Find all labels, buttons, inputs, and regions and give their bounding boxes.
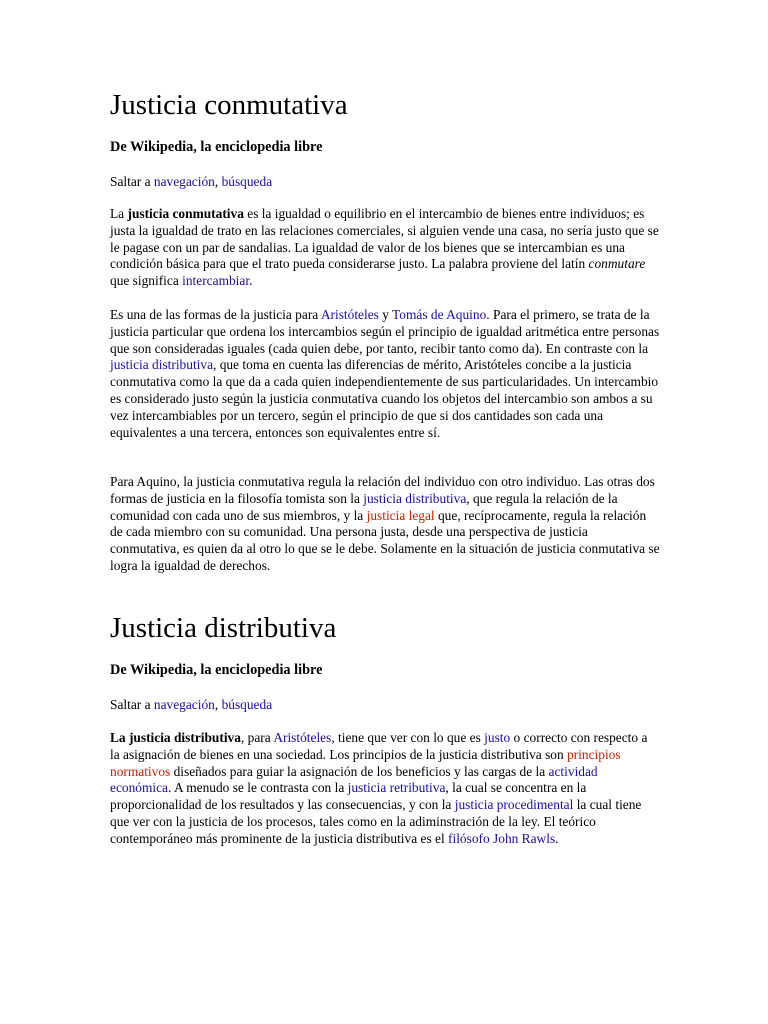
text: Es una de las formas de la justicia para xyxy=(110,307,321,322)
text: y xyxy=(378,307,393,322)
text: , para xyxy=(240,730,274,745)
paragraph xyxy=(110,307,660,441)
text: , que toma en cuenta las diferencias de mérito, Aristóteles concibe a la justicia conmutativa como la que da a cada quien independientemente de sus particularidades. Un intercambio es considerado justo según la justicia conmutativa cuando los objetos del intercambio son ambos a su vez intercambiables por un tercero, según el principio de que si dos cantidades son cada una equivalentes a una tercera, entonces son equivalentes entre sí. xyxy=(110,357,659,440)
jump-prefix: Saltar a xyxy=(110,697,154,712)
link-principios-normativos[interactable]: principios normativos xyxy=(110,746,621,779)
jump-prefix: Saltar a xyxy=(110,174,154,189)
link-justicia-procedimental[interactable]: justicia procedimental xyxy=(454,797,574,813)
italic-term: conmutare xyxy=(588,256,646,272)
jump-navigation-link[interactable]: navegación xyxy=(153,697,215,712)
link-justicia-legal[interactable]: justicia legal xyxy=(366,507,435,523)
jump-search-link[interactable]: búsqueda xyxy=(221,697,273,712)
link-john-rawls[interactable]: John Rawls xyxy=(493,830,556,846)
jump-links xyxy=(110,696,272,713)
text: que significa xyxy=(110,273,183,289)
jump-separator: , xyxy=(214,697,222,712)
text: la cual tiene que ver con la justicia de los procesos, tales como en la adiminstración de la ley. El teórico contemporáneo más prominente de la justicia distributiva es el xyxy=(110,797,642,846)
text: . xyxy=(555,830,559,846)
text: , que regula la relación de la comunidad con cada uno de sus miembros, y la xyxy=(110,490,618,523)
text: diseñados para guiar la asignación de los beneficios y las cargas de la xyxy=(170,763,549,779)
text: La xyxy=(110,206,128,221)
site-subtitle: De Wikipedia, la enciclopedia libre xyxy=(110,139,323,155)
jump-links xyxy=(110,173,272,190)
bold-term: justicia conmutativa xyxy=(127,206,244,221)
text: que, recíprocamente, regula la relación de cada miembro con su comunidad. Una persona justa, desde una perspectiva de justicia conmutativa, es quien da al otro lo que se le debe. Solamente en la situación de justicia conmutativa se logra la igualdad de derechos. xyxy=(110,507,660,573)
text: . A menudo se le contrasta con la xyxy=(168,780,348,796)
paragraph xyxy=(110,730,660,848)
text: es la igualdad o equilibrio en el intercambio de bienes entre individuos; es justa la igualdad de trato en las relaciones comerciales, si alguien vende una casa, no sería justo que se le pagase con un par de sandalias. La igualdad de valor de los bienes que se intercambian es una condición básica para que el trato pueda considerarse justo. La palabra proviene del latín xyxy=(110,206,659,272)
site-subtitle: De Wikipedia, la enciclopedia libre xyxy=(110,662,323,678)
bold-term: La justicia distributiva xyxy=(110,730,241,745)
page-title: Justicia conmutativa xyxy=(110,89,348,121)
link-tomas-de-aquino[interactable]: Tomás de Aquino xyxy=(392,307,487,322)
link-justicia-retributiva[interactable]: justicia retributiva xyxy=(347,780,446,796)
text: . xyxy=(249,273,253,289)
link-justicia-distributiva[interactable]: justicia distributiva xyxy=(110,357,214,373)
link-aristoteles[interactable]: Aristóteles xyxy=(320,307,379,322)
link-filosofo[interactable]: filósofo xyxy=(448,830,490,846)
link-aristoteles[interactable]: Aristóteles xyxy=(273,730,332,745)
paragraph xyxy=(110,206,660,290)
text: . Para el primero, se trata de la justicia particular que ordena los intercambios según el principio de igualdad aritmética entre personas que son consideradas iguales (cada quien debe, por tanto, recibir tanto como da). En contraste con la xyxy=(110,307,660,356)
link-intercambiar[interactable]: intercambiar xyxy=(182,273,250,289)
link-justicia-distributiva[interactable]: justicia distributiva xyxy=(363,490,467,506)
text: o correcto con respecto a la asignación de bienes en una sociedad. Los principios de la justicia distributiva son xyxy=(110,730,648,762)
page-title: Justicia distributiva xyxy=(110,612,337,644)
link-justo[interactable]: justo xyxy=(484,730,511,745)
jump-separator: , xyxy=(214,174,222,189)
jump-navigation-link[interactable]: navegación xyxy=(153,174,215,189)
jump-search-link[interactable]: búsqueda xyxy=(221,174,273,189)
paragraph xyxy=(110,474,660,575)
link-actividad-economica[interactable]: actividad económica xyxy=(110,763,598,796)
text: , tiene que ver con lo que es xyxy=(331,730,485,745)
text: , la cual se concentra en la proporcionalidad de los resultados y las consecuencias, y con la xyxy=(110,780,587,813)
text: Para Aquino, la justicia conmutativa regula la relación del individuo con otro individuo. Las otras dos formas de justicia en la filosofía tomista son la xyxy=(110,474,655,506)
